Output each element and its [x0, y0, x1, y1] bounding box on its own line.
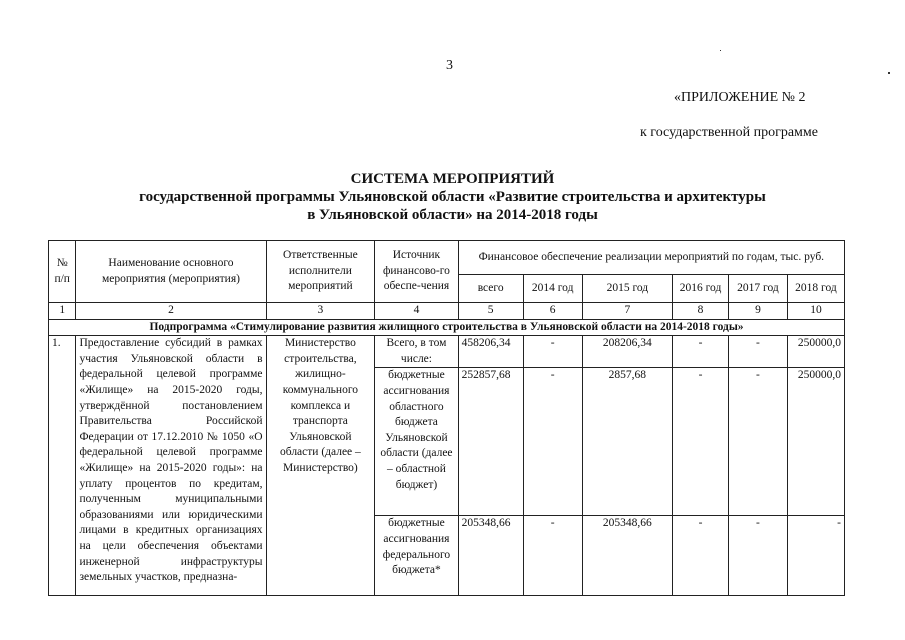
value-2016: - [673, 368, 729, 516]
annex-subtitle: к государственной программе [640, 125, 818, 140]
header-2017: 2017 год [728, 275, 787, 303]
heading-line-3: в Ульяновской области» на 2014-2018 годы [307, 207, 598, 223]
value-total: 458206,34 [458, 336, 523, 368]
col-number: 7 [582, 303, 672, 320]
header-num: № п/п [49, 241, 76, 303]
header-responsible: Ответственные исполнители мероприятий [266, 241, 375, 303]
value-2017: - [728, 368, 787, 516]
value-2018: 250000,0 [787, 368, 844, 516]
measures-table [48, 240, 845, 596]
col-number: 8 [673, 303, 729, 320]
value-2014: - [523, 516, 582, 596]
value-2016: - [673, 336, 729, 368]
value-2014: - [523, 336, 582, 368]
col-number: 3 [266, 303, 375, 320]
annex-title: «ПРИЛОЖЕНИЕ № 2 [674, 90, 806, 105]
value-2015: 2857,68 [582, 368, 672, 516]
value-total: 205348,66 [458, 516, 523, 596]
col-number: 5 [458, 303, 523, 320]
value-total: 252857,68 [458, 368, 523, 516]
value-2017: - [728, 336, 787, 368]
value-2016: - [673, 516, 729, 596]
scan-speck [888, 72, 890, 74]
header-total: всего [458, 275, 523, 303]
header-finance: Финансовое обеспечение реализации мероприятий по годам, тыс. руб. [458, 241, 844, 275]
col-number: 9 [728, 303, 787, 320]
header-name: Наименование основного мероприятия (мероприятия) [76, 241, 266, 303]
source-label: Всего, в том числе: [375, 336, 458, 368]
page-number: 3 [446, 58, 453, 73]
heading-line-2: государственной программы Ульяновской области «Развитие строительства и архитектуры [139, 189, 766, 205]
measure-name: Предоставление субсидий в рамках участия Ульяновской области в федеральной целевой программе «Жилище» на 2015-2020 годы, утверждённой постановлением Правительства Российской Федерации от 17.12.2010 № 1050 «О федеральной целевой программе «Жилище» на 2015-2020 годы»: на уплату процентов по кредитам, полученным муниципальными образованиями или юридическими лицами в кредитных организациях на цели обеспечения объектами инженерной инфраструктуры земельных участков, предназна- [76, 336, 266, 596]
col-number: 4 [375, 303, 458, 320]
value-2018: - [787, 516, 844, 596]
source-label: бюджетные ассигнования областного бюджета Ульяновской области (далее – областной бюджет) [375, 368, 458, 516]
scan-speck [720, 50, 721, 51]
heading-line-1: СИСТЕМА МЕРОПРИЯТИЙ [350, 171, 555, 187]
header-2018: 2018 год [787, 275, 844, 303]
col-number: 1 [49, 303, 76, 320]
value-2017: - [728, 516, 787, 596]
responsible-executor: Министерство строительства, жилищно-коммунального комплекса и транспорта Ульяновской области (далее – Министерство) [266, 336, 375, 596]
subprogram-title: Подпрограмма «Стимулирование развития жилищного строительства в Ульяновской области на 2014-2018 годы» [49, 319, 845, 336]
header-2016: 2016 год [673, 275, 729, 303]
source-label: бюджетные ассигнования федерального бюджета* [375, 516, 458, 596]
value-2018: 250000,0 [787, 336, 844, 368]
header-source: Источник финансово-го обеспе-чения [375, 241, 458, 303]
header-2015: 2015 год [582, 275, 672, 303]
col-number: 10 [787, 303, 844, 320]
col-number: 6 [523, 303, 582, 320]
row-number: 1. [49, 336, 76, 596]
value-2015: 205348,66 [582, 516, 672, 596]
header-2014: 2014 год [523, 275, 582, 303]
col-number: 2 [76, 303, 266, 320]
value-2015: 208206,34 [582, 336, 672, 368]
value-2014: - [523, 368, 582, 516]
